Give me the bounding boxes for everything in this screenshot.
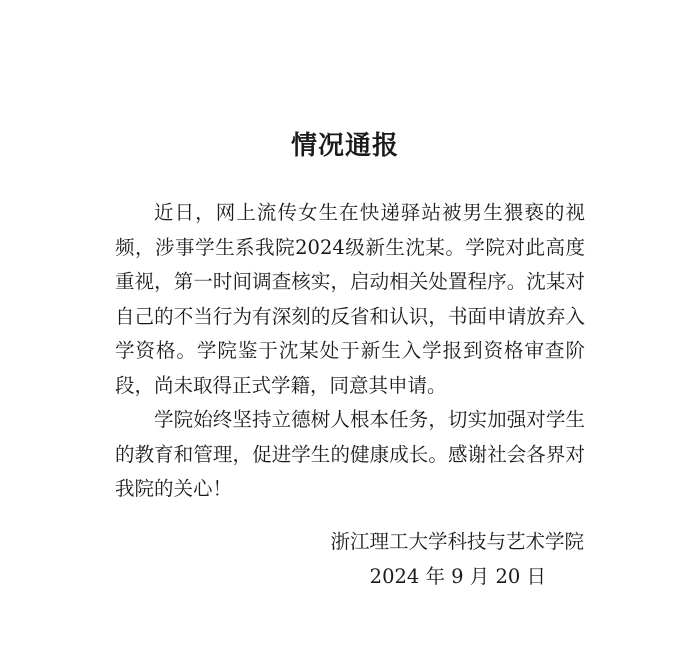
notice-signature (330, 525, 584, 594)
notice-paragraph-1: 近日，网上流传女生在快递驿站被男生猥亵的视频，涉事学生系我院2024级新生沈某。学院对此高度重视，第一时间调查核实，启动相关处置程序。沈某对自己的不当行为有深刻的反省和认识，书面申请放弃入学资格。学院鉴于沈某处于新生入学报到资格审查阶段，尚未取得正式学籍，同意其申请。 (115, 201, 585, 397)
signature-date: 2024 年 9 月 20 日 (369, 564, 546, 588)
notice-title: 情况通报 (290, 131, 399, 161)
notice-body (115, 196, 585, 507)
notice-paragraph-2: 学院始终坚持立德树人根本任务，切实加强对学生的教育和管理，促进学生的健康成长。感谢社会各界对我院的关心！ (115, 408, 585, 500)
signature-organization: 浙江理工大学科技与艺术学院 (330, 530, 584, 553)
